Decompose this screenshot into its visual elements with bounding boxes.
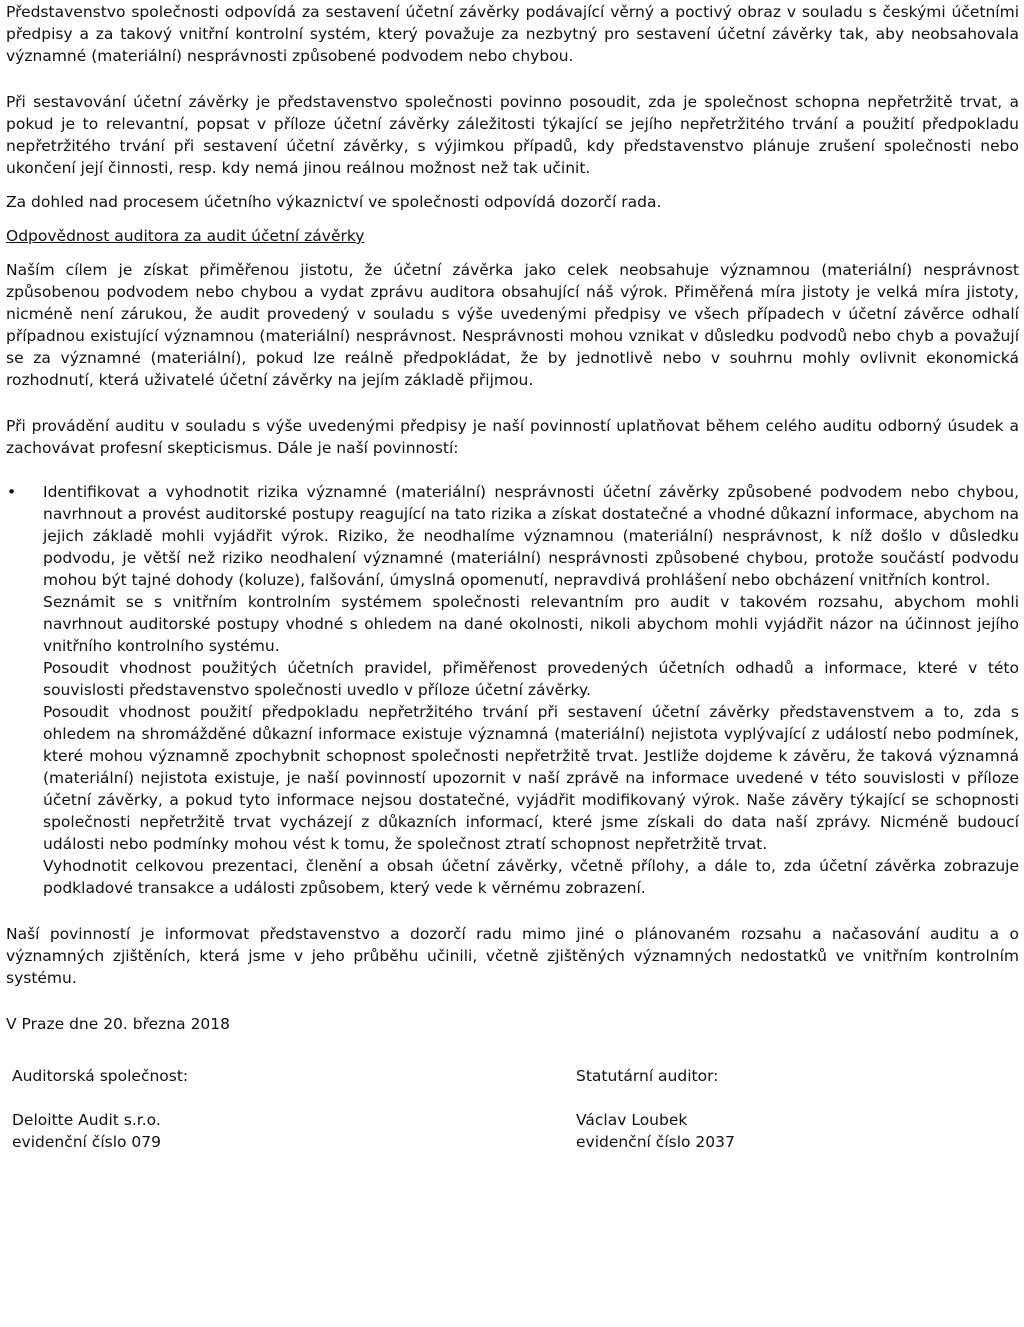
statutory-auditor-label: Statutární auditor: [576, 1067, 719, 1085]
list-item-text: Posoudit vhodnost použitých účetních pravidel, přiměřenost provedených účetních odhadů a informace, které v této souvislosti představenstvo společnosti uvedlo v příloze účetní závěrky. [43, 659, 1019, 699]
statutory-auditor-registration-number: evidenční číslo 2037 [576, 1133, 735, 1151]
paragraph-going-concern: Při sestavování účetní závěrky je představenstvo společnosti povinno posoudit, zda je společnost schopna nepřetržitě trvat, a pokud je to relevantní, popsat v příloze účetní závěrky záležitosti týkající se jejího nepřetržitého trvání a použití předpokladu nepřetržitého trvání při sestavení účetní závěrky, s výjimkou případů, kdy představenstvo plánuje zrušení společnosti nebo ukončení její činnosti, resp. kdy nemá jinou reálnou možnost než tak učinit. [6, 93, 1019, 177]
signature-block [6, 1065, 1019, 1175]
statutory-auditor-name: Václav Loubek [576, 1111, 688, 1129]
list-item [43, 701, 1019, 855]
list-item [43, 591, 1019, 657]
statutory-auditor-column [576, 1065, 735, 1153]
audit-firm-name: Deloitte Audit s.r.o. [12, 1111, 161, 1129]
paragraph-communication-duty: Naší povinností je informovat představenstvo a dozorčí radu mimo jiné o plánovaném rozsahu a načasování auditu a o významných zjištěních, která jsme v jeho průběhu učinili, včetně zjištěných významných nedostatků ve vnitřním kontrolním systému. [6, 925, 1019, 987]
list-item-text: Posoudit vhodnost použití předpokladu nepřetržitého trvání při sestavení účetní závěrky představenstvem a to, zda s ohledem na shromážděné důkazní informace existuje významná (materiální) nejistota vyplývající z událostí nebo podmínek, které mohou významně zpochybnit schopnost společnosti nepřetržitě trvat. Jestliže dojdeme k závěru, že taková významná (materiální) nejistota existuje, je naší povinností upozornit v naší zprávě na informace uvedené v této souvislosti v příloze účetní závěrky, a pokud tyto informace nejsou dostatečné, vyjádřit modifikovaný výrok. Naše závěry týkající se schopnosti společnosti nepřetržitě trvat vycházejí z důkazních informací, které jsme získali do data naší zprávy. Nicméně budoucí události nebo podmínky mohou vést k tomu, že společnost ztratí schopnost nepřetržitě trvat. [43, 703, 1019, 853]
audit-firm-label: Auditorská společnost: [12, 1067, 189, 1085]
paragraph-audit-objective: Naším cílem je získat přiměřenou jistotu, že účetní závěrka jako celek neobsahuje významnou (materiální) nesprávnost způsobenou podvodem nebo chybou a vydat zprávu auditora obsahující náš výrok. Přiměřená míra jistoty je velká míra jistoty, nicméně není zárukou, že audit provedený v souladu s výše uvedenými předpisy ve všech případech v účetní závěrce odhalí případnou existující významnou (materiální) nesprávnost. Nesprávnosti mohou vznikat v důsledku podvodů nebo chyb a považují se za významné (materiální), pokud lze reálně předpokládat, že by jednotlivě nebo v souhrnu mohly ovlivnit ekonomická rozhodnutí, která uživatelé účetní závěrky na jejím základě přijmou. [6, 261, 1019, 389]
list-item-text: Seznámit se s vnitřním kontrolním systémem společnosti relevantním pro audit v takovém rozsahu, abychom mohli navrhnout auditorské postupy vhodné s ohledem na dané okolnosti, nikoli abychom mohli vyjádřit názor na účinnost jejího vnitřního kontrolního systému. [43, 593, 1019, 655]
date-line: V Praze dne 20. března 2018 [6, 1015, 231, 1033]
list-item [7, 481, 1019, 591]
list-item [43, 855, 1019, 899]
bullet-marker: • [7, 483, 17, 501]
section-heading-auditor-responsibility: Odpovědnost auditora za audit účetní závěrky [6, 227, 365, 245]
list-item-text: Vyhodnotit celkovou prezentaci, členění a obsah účetní závěrky, včetně přílohy, a dále to, zda účetní závěrka zobrazuje podkladové transakce a události způsobem, který vede k věrnému zobrazení. [43, 857, 1019, 897]
list-item [43, 657, 1019, 701]
list-item-text: Identifikovat a vyhodnotit rizika významné (materiální) nesprávnosti účetní závěrky způsobené podvodem nebo chybou, navrhnout a provést auditorské postupy reagující na tato rizika a získat dostatečné a vhodné důkazní informace, abychom na jejich základě mohli vyjádřit výrok. Riziko, že neodhalíme významnou (materiální) nesprávnost, k níž došlo v důsledku podvodu, je větší než riziko neodhalení významné (materiální) nesprávnosti způsobené chybou, protože součástí podvodu mohou být tajné dohody (koluze), falšování, úmyslná opomenutí, nepravdivá prohlášení nebo obcházení vnitřních kontrol. [43, 483, 1019, 589]
paragraph-board-responsibility: Představenstvo společnosti odpovídá za sestavení účetní závěrky podávající věrný a poctivý obraz v souladu s českými účetními předpisy a za takový vnitřní kontrolní systém, který považuje za nezbytný pro sestavení účetní závěrky tak, aby neobsahovala významné (materiální) nesprávnosti způsobené podvodem nebo chybou. [6, 3, 1019, 65]
audit-firm-registration-number: evidenční číslo 079 [12, 1133, 161, 1151]
audit-firm-column [12, 1065, 188, 1153]
paragraph-audit-duties-intro: Při provádění auditu v souladu s výše uvedenými předpisy je naší povinností uplatňovat během celého auditu odborný úsudek a zachovávat profesní skepticismus. Dále je naší povinností: [6, 417, 1019, 457]
audit-duties-list [6, 481, 1019, 899]
paragraph-supervisory-board: Za dohled nad procesem účetního výkaznictví ve společnosti odpovídá dozorčí rada. [6, 193, 662, 211]
